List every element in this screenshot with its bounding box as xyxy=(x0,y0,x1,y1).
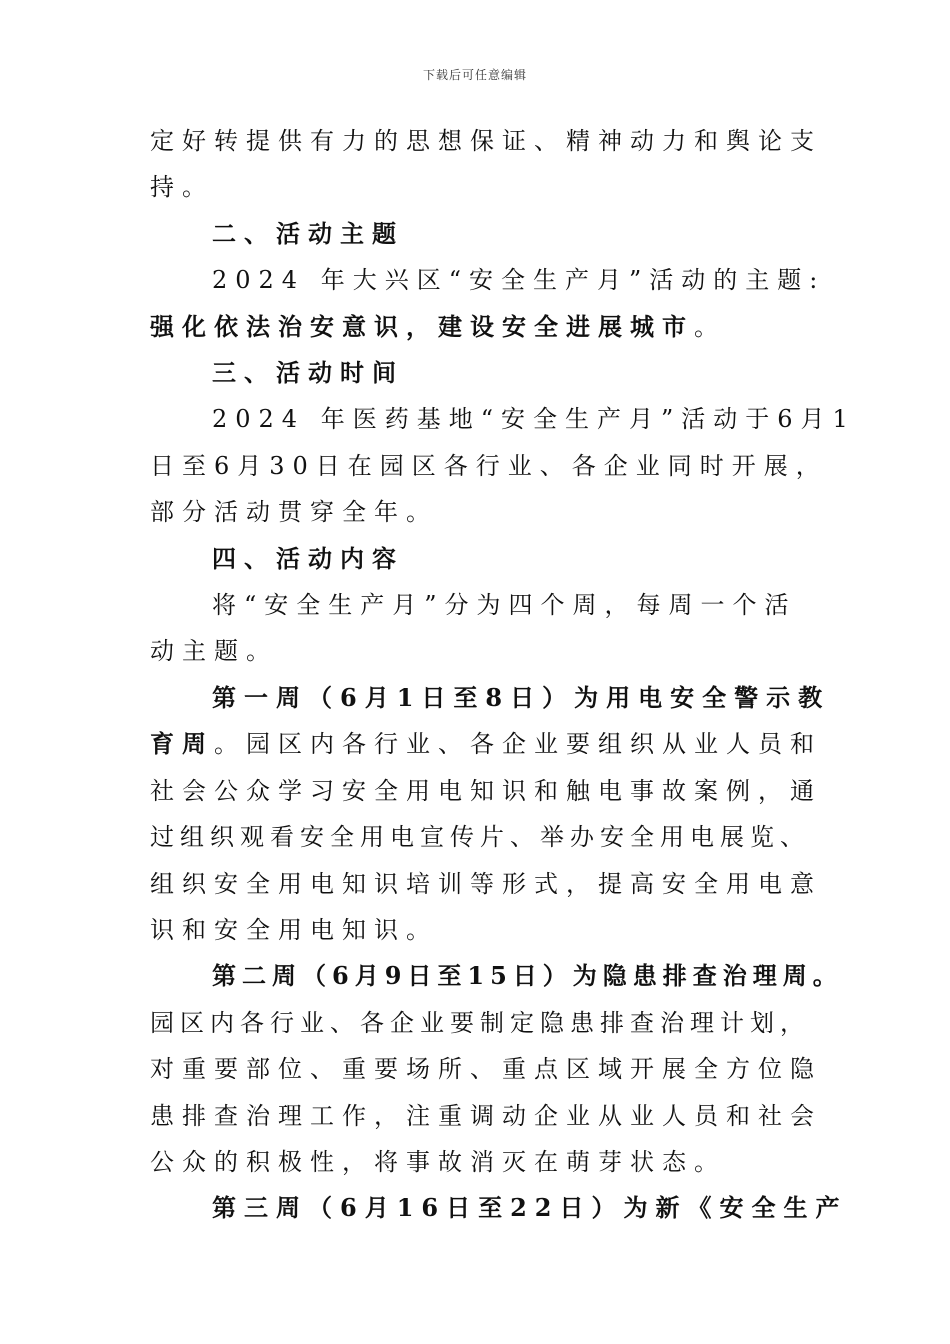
para-line: 将“安全生产月”分为四个周，每周一个活 xyxy=(212,591,797,620)
week-heading: 第一周（6月1日至8日）为用电安全警示教 xyxy=(212,682,831,712)
para-line: 2024 年医药基地“安全生产月”活动于6月1 xyxy=(212,405,856,434)
para-line: 定好转提供有力的思想保证、精神动力和舆论支 xyxy=(150,127,822,155)
document-body xyxy=(150,118,856,1232)
para-line: 育周。园区内各行业、各企业要组织从业人员和 xyxy=(150,729,822,759)
para-line: 识和安全用电知识。 xyxy=(150,915,438,944)
para-line: 对重要部位、重要场所、重点区域开展全方位隐 xyxy=(150,1055,822,1084)
para-line: 公众的积极性，将事故消灭在萌芽状态。 xyxy=(150,1147,726,1176)
week-heading: 第三周（6月16日至22日）为新《安全生产 xyxy=(212,1193,848,1223)
week-heading: 第二周（6月9日至15日）为隐患排查治理周。 xyxy=(212,961,843,991)
para-line: 园区内各行业、各企业要制定隐患排查治理计划， xyxy=(150,1008,810,1037)
para-line: 部分活动贯穿全年。 xyxy=(150,498,438,527)
para-line: 动主题。 xyxy=(150,637,278,666)
page-header: 下载后可任意编辑 xyxy=(422,68,527,82)
para-line: 日至6月30日在园区各行业、各企业同时开展， xyxy=(150,451,828,480)
para-line: 社会公众学习安全用电知识和触电事故案例，通 xyxy=(150,776,822,805)
section-heading: 三、活动时间 xyxy=(212,358,404,388)
para-line: 组织安全用电知识培训等形式，提高安全用电意 xyxy=(150,869,822,898)
para-line: 2024 年大兴区“安全生产月”活动的主题: xyxy=(212,266,826,295)
para-line: 患排查治理工作，注重调动企业从业人员和社会 xyxy=(150,1101,822,1130)
theme-line: 强化依法治安意识，建设安全进展城市。 xyxy=(150,311,726,341)
para-line: 过组织观看安全用电宣传片、举办安全用电展览、 xyxy=(150,823,810,852)
para-line: 持。 xyxy=(150,173,214,202)
section-heading: 二、活动主题 xyxy=(212,218,404,248)
section-heading: 四、活动内容 xyxy=(212,543,404,573)
